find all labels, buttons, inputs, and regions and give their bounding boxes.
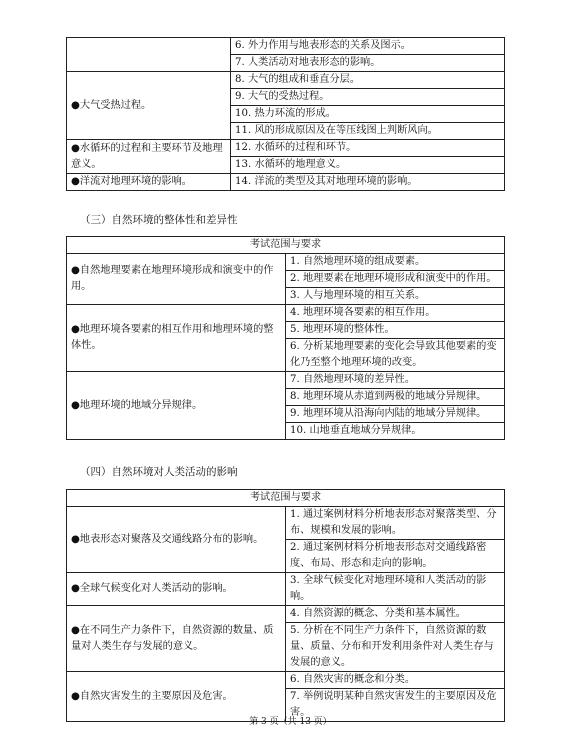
topic-cell: ●自然灾害发生的主要原因及危害。 [67, 672, 286, 722]
requirement-cell: 12. 水循环的过程和环节。 [231, 140, 505, 157]
table-row [67, 305, 505, 322]
page-footer: 第 3 页（共 13 页） [249, 717, 332, 727]
table-row [67, 573, 505, 606]
table-header: 考试范围与要求 [67, 490, 505, 507]
requirement-cell: 8. 地理环境从赤道到两极的地域分异规律。 [286, 389, 505, 406]
requirement-cell: 5. 分析在不同生产力条件下，自然资源的数量、质量、分布和开发利用条件对人类生存与发展的意义。 [286, 623, 505, 672]
requirement-cell: 7. 自然地理环境的差异性。 [286, 372, 505, 389]
requirement-cell: 8. 大气的组成和垂直分层。 [231, 72, 505, 89]
requirement-cell: 1. 自然地理环境的组成要素。 [286, 254, 505, 271]
table-header-row [67, 237, 505, 254]
table-row [67, 606, 505, 623]
topic-cell: ●大气受热过程。 [67, 72, 231, 140]
requirement-cell: 7. 人类活动对地表形态的影响。 [231, 55, 505, 72]
section-heading-3: （三）自然环境的整体性和差异性 [80, 214, 238, 226]
requirement-cell: 4. 地理环境各要素的相互作用。 [286, 305, 505, 322]
requirement-cell: 2. 地理要素在地理环境形成和演变中的作用。 [286, 271, 505, 288]
topic-cell: ●地表形态对聚落及交通线路分布的影响。 [67, 507, 286, 573]
table-section-4 [66, 489, 505, 722]
table-row [67, 38, 505, 55]
topic-cell: ●自然地理要素在地理环境形成和演变中的作用。 [67, 254, 286, 305]
requirement-cell: 10. 山地垂直地域分异规律。 [286, 423, 505, 440]
section-heading-4: （四）自然环境对人类活动的影响 [80, 466, 238, 478]
requirement-cell: 9. 地理环境从沿海向内陆的地域分异规律。 [286, 406, 505, 423]
topic-cell: ●地理环境各要素的相互作用和地理环境的整体性。 [67, 305, 286, 372]
requirement-cell: 3. 全球气候变化对地理环境和人类活动的影响。 [286, 573, 505, 606]
requirement-cell: 5. 地理环境的整体性。 [286, 322, 505, 339]
requirement-cell: 6. 外力作用与地表形态的关系及图示。 [231, 38, 505, 55]
table-row [67, 72, 505, 89]
topic-cell: ●地理环境的地域分异规律。 [67, 372, 286, 440]
topic-cell: ●全球气候变化对人类活动的影响。 [67, 573, 286, 606]
table-row [67, 507, 505, 540]
requirement-cell: 6. 自然灾害的概念和分类。 [286, 672, 505, 689]
requirement-cell: 13. 水循环的地理意义。 [231, 157, 505, 174]
table-row [67, 372, 505, 389]
topic-cell [67, 38, 231, 72]
requirement-cell: 10. 热力环流的形成。 [231, 106, 505, 123]
topic-cell: ●水循环的过程和主要环节及地理意义。 [67, 140, 231, 174]
table-row [67, 140, 505, 157]
requirement-cell: 9. 大气的受热过程。 [231, 89, 505, 106]
requirement-cell: 3. 人与地理环境的相互关系。 [286, 288, 505, 305]
requirement-cell: 11. 风的形成原因及在等压线图上判断风向。 [231, 123, 505, 140]
topic-cell: ●洋流对地理环境的影响。 [67, 174, 231, 191]
requirement-cell: 7. 举例说明某种自然灾害发生的主要原因及危害。 [286, 689, 505, 722]
table-row [67, 254, 505, 271]
table-row [67, 174, 505, 191]
table-continued [66, 37, 505, 191]
table-header-row [67, 490, 505, 507]
table-header: 考试范围与要求 [67, 237, 505, 254]
requirement-cell: 2. 通过案例材料分析地表形态对交通线路密度、布局、形态和走向的影响。 [286, 540, 505, 573]
requirement-cell: 14. 洋流的类型及其对地理环境的影响。 [231, 174, 505, 191]
requirement-cell: 4. 自然资源的概念、分类和基本属性。 [286, 606, 505, 623]
table-section-3 [66, 236, 505, 440]
requirement-cell: 1. 通过案例材料分析地表形态对聚落类型、分布、规模和发展的影响。 [286, 507, 505, 540]
requirement-cell: 6. 分析某地理要素的变化会导致其他要素的变化乃至整个地理环境的改变。 [286, 339, 505, 372]
table-row [67, 672, 505, 689]
topic-cell: ●在不同生产力条件下，自然资源的数量、质量对人类生存与发展的意义。 [67, 606, 286, 672]
